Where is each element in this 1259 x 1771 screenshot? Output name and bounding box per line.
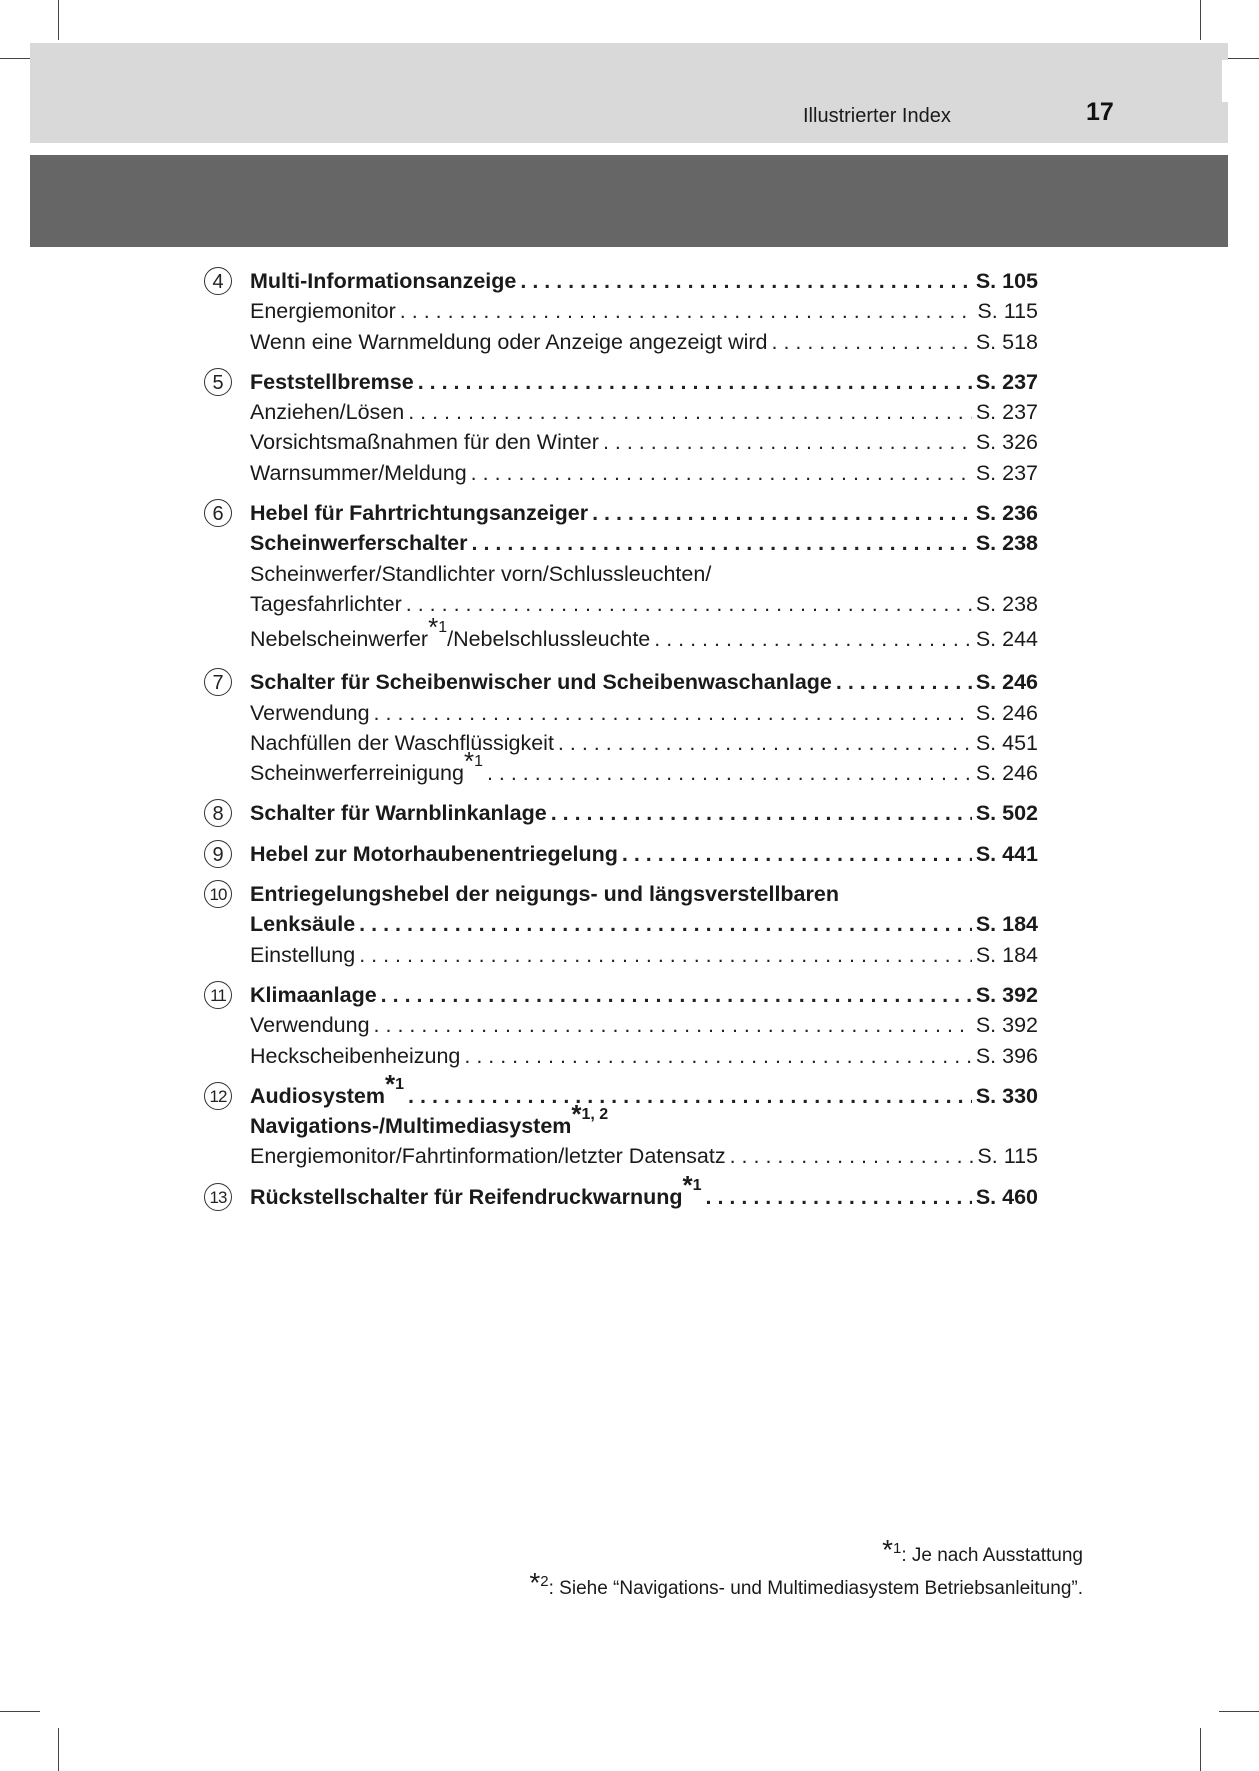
entry-label: Navigations-/Multimediasystem$^{*1, 2}$ — [250, 1099, 609, 1139]
footnote-star: * — [463, 746, 475, 777]
footnote-ref: 1 — [474, 753, 483, 771]
dot-leader — [418, 367, 972, 397]
entry-label: Energiemonitor/Fahrtinformation/letzter Datensatz — [250, 1144, 726, 1169]
callout-number-badge: 7 — [204, 668, 232, 696]
footnote-line — [529, 1569, 1083, 1602]
group-spacer — [204, 788, 1038, 798]
page-reference: S. 246 — [975, 761, 1038, 786]
dot-leader — [603, 427, 972, 457]
dot-leader — [654, 619, 972, 659]
dot-leader — [408, 397, 972, 427]
callout-number-badge: 13 — [204, 1183, 232, 1211]
index-entry — [250, 367, 1038, 397]
crop-mark — [1200, 0, 1201, 40]
index-entry — [250, 798, 1038, 828]
footnote-star: * — [882, 1534, 893, 1565]
index-entry — [250, 397, 1038, 427]
dot-leader — [520, 266, 971, 296]
index-entry — [250, 528, 1038, 558]
dot-leader — [730, 1141, 974, 1171]
index-group — [204, 879, 1038, 970]
header-dark-band — [30, 155, 1228, 247]
page-reference: S. 236 — [975, 501, 1038, 526]
callout-number-badge: 5 — [204, 368, 232, 396]
entry-label: Hebel zur Motorhaubenentriegelung — [250, 841, 618, 866]
dot-leader — [359, 909, 972, 939]
callout-number-badge: 6 — [204, 499, 232, 527]
group-spacer — [204, 869, 1038, 879]
crop-mark — [58, 0, 59, 40]
page-reference: S. 330 — [975, 1083, 1038, 1108]
footnote-star: * — [428, 612, 439, 643]
callout-number-badge: 10 — [204, 880, 232, 908]
dot-leader — [400, 296, 974, 326]
footnote-text: : Je nach Ausstattung — [901, 1545, 1083, 1566]
thumb-index-mark — [1222, 60, 1228, 102]
page-reference: S. 392 — [975, 982, 1038, 1007]
footnote-star: * — [571, 1099, 582, 1130]
page-reference: S. 238 — [975, 531, 1038, 556]
header-divider — [30, 143, 1228, 155]
entry-label: Schalter für Scheibenwischer und Scheibenwaschanlage — [250, 670, 832, 695]
entry-label: Nebelscheinwerfer$^{*1}$/Nebelschlussleuchte — [250, 612, 651, 652]
entry-label: Rückstellschalter für Reifendruckwarnung$^{*1}$ — [250, 1169, 702, 1209]
footnotes — [529, 1536, 1083, 1602]
dot-leader — [359, 940, 972, 970]
callout-number-badge: 4 — [204, 267, 232, 295]
index-entry — [250, 1141, 1038, 1171]
footnote-star: * — [682, 1169, 693, 1200]
group-spacer — [204, 488, 1038, 498]
entry-label: Multi-Informationsanzeige — [250, 269, 517, 293]
index-group — [204, 266, 1038, 357]
index-entry — [250, 1068, 1038, 1111]
section-title: Illustrierter Index — [803, 105, 951, 127]
page-reference: S. 115 — [977, 1144, 1038, 1169]
footnote-line — [529, 1536, 1083, 1569]
callout-number-badge: 8 — [204, 799, 232, 827]
index-group — [204, 498, 1038, 657]
index-entry — [250, 458, 1038, 488]
dot-leader — [472, 528, 972, 558]
index-entry — [250, 266, 1038, 296]
callout-number-badge: 12 — [204, 1082, 232, 1110]
entry-label: Scheinwerfer/Standlichter vorn/Schlussleuchten/ — [250, 561, 712, 586]
dot-leader — [622, 839, 972, 869]
entry-label: Einstellung — [250, 942, 356, 967]
dot-leader — [551, 798, 972, 828]
entry-label: Audiosystem$^{*1}$ — [250, 1068, 405, 1108]
entry-label: Klimaanlage — [250, 982, 377, 1007]
crop-mark — [1219, 1711, 1259, 1712]
group-spacer — [204, 970, 1038, 980]
header-band — [30, 43, 1228, 143]
page-reference: S. 184 — [975, 942, 1038, 967]
entry-label: Verwendung — [250, 700, 370, 725]
footnote-star: * — [385, 1068, 396, 1099]
callout-number-badge: 9 — [204, 840, 232, 868]
index-entry — [250, 839, 1038, 869]
index-group — [204, 980, 1038, 1071]
page-reference: S. 246 — [975, 700, 1038, 725]
index-group — [204, 1169, 1038, 1212]
callout-number-badge: 11 — [204, 981, 232, 1009]
entry-label: Hebel für Fahrtrichtungsanzeiger — [250, 501, 589, 526]
dot-leader — [406, 589, 972, 619]
entry-label: Scheinwerferschalter — [250, 531, 468, 556]
group-spacer — [204, 357, 1038, 367]
group-spacer — [204, 829, 1038, 839]
dot-leader — [772, 327, 972, 357]
index-group — [204, 1068, 1038, 1172]
dot-leader — [836, 667, 972, 697]
page-reference: S. 246 — [975, 670, 1038, 695]
index-entry — [250, 746, 1038, 788]
entry-label: Schalter für Warnblinkanlage — [250, 801, 547, 826]
index-entry — [250, 940, 1038, 970]
crop-mark — [58, 1728, 59, 1771]
index-group — [204, 839, 1038, 869]
group-spacer — [204, 1071, 1038, 1081]
entry-label: Energiemonitor — [250, 299, 396, 324]
entry-label: Tagesfahrlichter — [250, 591, 402, 616]
index-entry — [250, 498, 1038, 528]
page-reference: S. 502 — [975, 801, 1038, 826]
page-reference: S. 441 — [975, 841, 1038, 866]
page-reference: S. 184 — [975, 912, 1038, 937]
page-reference: S. 326 — [975, 430, 1038, 455]
entry-label: Warnsummer/Meldung — [250, 460, 467, 485]
dot-leader — [487, 758, 972, 788]
entry-label: Wenn eine Warnmeldung oder Anzeige angezeigt wird — [250, 329, 768, 354]
index-entry — [250, 1041, 1038, 1071]
dot-leader — [464, 1041, 971, 1071]
dot-leader — [408, 1081, 972, 1111]
entry-label: Feststellbremse — [250, 369, 414, 394]
index-entry — [250, 427, 1038, 457]
page-reference: S. 237 — [975, 460, 1038, 485]
page-reference: S. 392 — [975, 1013, 1038, 1038]
page-reference: S. 237 — [975, 369, 1038, 394]
page-reference: S. 451 — [975, 730, 1038, 755]
dot-leader — [706, 1182, 972, 1212]
entry-label: Anziehen/Lösen — [250, 400, 405, 425]
page-reference: S. 105 — [975, 269, 1038, 293]
index-entry — [250, 879, 1038, 909]
page-reference: S. 238 — [975, 591, 1038, 616]
page-reference: S. 518 — [975, 329, 1038, 354]
footnote-number: 1 — [892, 1540, 902, 1557]
entry-label-suffix: /Nebelschlussleuchte — [447, 627, 651, 652]
index-entry — [250, 327, 1038, 357]
index-entry — [250, 980, 1038, 1010]
footnote-text: : Siehe “Navigations- und Multimediasystem Betriebsanleitung”. — [548, 1578, 1083, 1599]
dot-leader — [558, 728, 972, 758]
entry-label: Vorsichtsmaßnahmen für den Winter — [250, 430, 599, 455]
footnote-ref: 1 — [438, 619, 448, 637]
index-group — [204, 667, 1038, 788]
crop-mark — [0, 1711, 40, 1712]
dot-leader — [381, 980, 972, 1010]
index-entry — [250, 909, 1038, 939]
index-entry — [250, 728, 1038, 758]
footnote-star: * — [529, 1567, 541, 1598]
entry-label: Nachfüllen der Waschflüssigkeit — [250, 730, 554, 755]
illustrated-index — [204, 266, 1038, 1212]
index-entry — [250, 667, 1038, 697]
group-spacer — [204, 1172, 1038, 1182]
index-entry — [250, 698, 1038, 728]
entry-label: Heckscheibenheizung — [250, 1043, 461, 1068]
index-group — [204, 367, 1038, 488]
page-reference: S. 237 — [975, 400, 1038, 425]
entry-label: Verwendung — [250, 1013, 370, 1038]
index-entry — [250, 1099, 1038, 1141]
index-entry — [250, 589, 1038, 619]
index-entry — [250, 296, 1038, 326]
dot-leader — [471, 458, 972, 488]
dot-leader — [374, 698, 972, 728]
index-group — [204, 798, 1038, 828]
entry-label: Entriegelungshebel der neigungs- und längsverstellbaren — [250, 882, 839, 907]
footnote-number: 2 — [540, 1573, 549, 1590]
dot-leader — [592, 498, 972, 528]
page-reference: S. 244 — [975, 627, 1038, 652]
index-entry — [250, 1010, 1038, 1040]
index-entry — [250, 559, 1038, 589]
page-reference: S. 396 — [975, 1043, 1038, 1068]
footnote-ref: 1 — [395, 1075, 405, 1093]
page-reference: S. 460 — [975, 1184, 1038, 1209]
crop-mark — [1200, 1728, 1201, 1771]
index-entry — [250, 1169, 1038, 1212]
page-reference: S. 115 — [977, 299, 1038, 324]
page-number: 17 — [1086, 98, 1114, 126]
index-entry — [250, 612, 1038, 657]
dot-leader — [374, 1010, 972, 1040]
footnote-ref: 1 — [692, 1176, 702, 1194]
entry-label: Lenksäule — [250, 912, 356, 937]
entry-label: Scheinwerferreinigung$^{*1}$ — [250, 746, 483, 786]
footnote-ref: 1, 2 — [581, 1106, 609, 1124]
